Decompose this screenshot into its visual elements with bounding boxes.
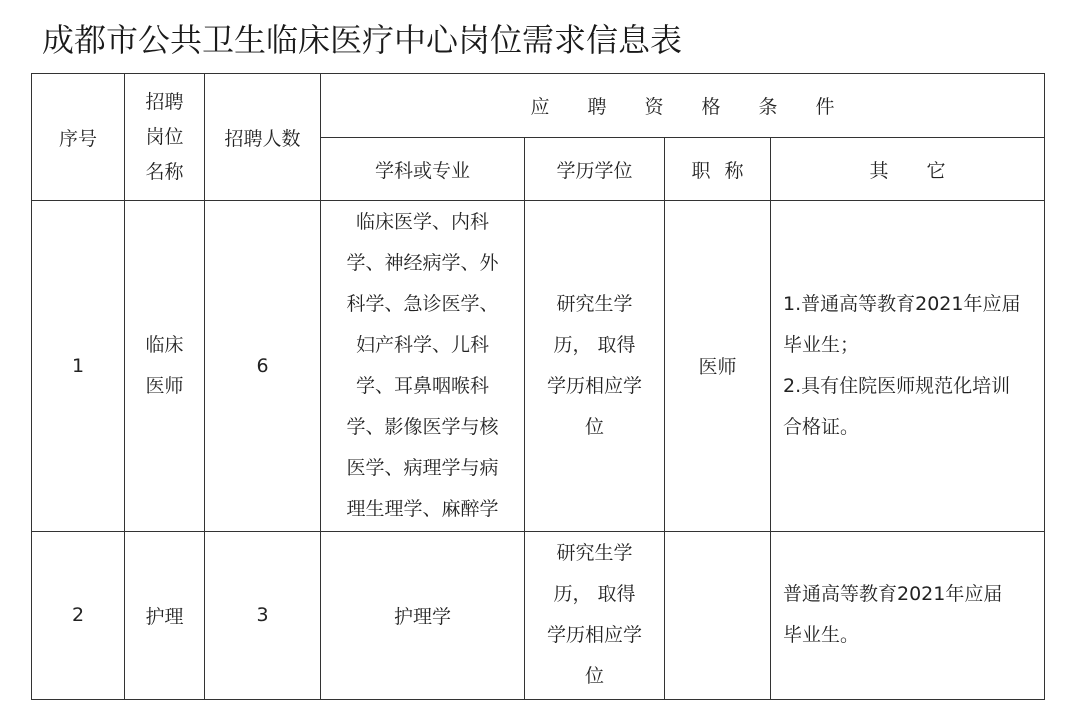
cell-major-line: 科学、急诊医学、 <box>346 292 499 315</box>
cell-title-rank <box>665 531 771 699</box>
cell-title-rank: 医师 <box>665 201 771 532</box>
cell-seq: 1 <box>32 201 125 532</box>
cell-education <box>525 201 665 532</box>
job-requirements-table <box>31 73 1045 700</box>
header-other: 其它 <box>771 138 1045 201</box>
cell-other <box>771 201 1045 532</box>
cell-other-line: 普通高等教育2021年应届 <box>783 583 1003 606</box>
cell-education-line: 历， 取得 <box>553 333 636 356</box>
cell-count: 3 <box>205 531 321 699</box>
header-qualifications: 应聘资格条件 <box>321 74 1045 138</box>
cell-education-line: 历， 取得 <box>553 583 636 606</box>
header-major: 学科或专业 <box>321 138 525 201</box>
cell-position <box>125 201 205 532</box>
table-row <box>32 201 1045 532</box>
cell-other-line: 合格证。 <box>783 415 860 438</box>
cell-major <box>321 201 525 532</box>
header-position-line: 名称 <box>145 160 184 183</box>
cell-major-line: 临床医学、内科 <box>355 210 489 233</box>
cell-major-line: 学、神经病学、外 <box>346 251 499 274</box>
header-position-name <box>125 74 205 201</box>
cell-education-line: 学历相应学 <box>546 624 642 647</box>
cell-count: 6 <box>205 201 321 532</box>
header-title-rank: 职称 <box>665 138 771 201</box>
cell-major-line: 学、影像医学与核 <box>346 415 499 438</box>
header-seq: 序号 <box>32 74 125 201</box>
cell-seq: 2 <box>32 531 125 699</box>
cell-other-line: 毕业生； <box>783 333 860 356</box>
cell-other-line: 1.普通高等教育2021年应届 <box>783 292 1021 315</box>
cell-other <box>771 531 1045 699</box>
cell-position: 护理 <box>125 531 205 699</box>
cell-major-line: 妇产科学、儿科 <box>355 333 489 356</box>
page-title: 成都市公共卫生临床医疗中心岗位需求信息表 <box>42 21 683 59</box>
table-row <box>32 531 1045 699</box>
cell-position-line: 医师 <box>145 374 184 397</box>
header-position-line: 岗位 <box>145 125 184 148</box>
cell-education-line: 研究生学 <box>556 292 633 315</box>
cell-major: 护理学 <box>321 531 525 699</box>
cell-major-line: 理生理学、麻醉学 <box>346 497 499 520</box>
cell-education-line: 学历相应学 <box>546 374 642 397</box>
header-position-line: 招聘 <box>145 90 184 113</box>
cell-education-line: 位 <box>584 665 604 688</box>
cell-other-line: 毕业生。 <box>783 624 860 647</box>
header-count: 招聘人数 <box>205 74 321 201</box>
cell-education <box>525 531 665 699</box>
header-row-1 <box>32 74 1045 138</box>
cell-position-line: 临床 <box>145 333 184 356</box>
cell-other-line: 2.具有住院医师规范化培训 <box>783 374 1011 397</box>
cell-major-line: 医学、病理学与病 <box>346 456 499 479</box>
cell-education-line: 研究生学 <box>556 542 633 565</box>
cell-education-line: 位 <box>584 415 604 438</box>
header-education: 学历学位 <box>525 138 665 201</box>
cell-major-line: 学、耳鼻咽喉科 <box>355 374 489 397</box>
